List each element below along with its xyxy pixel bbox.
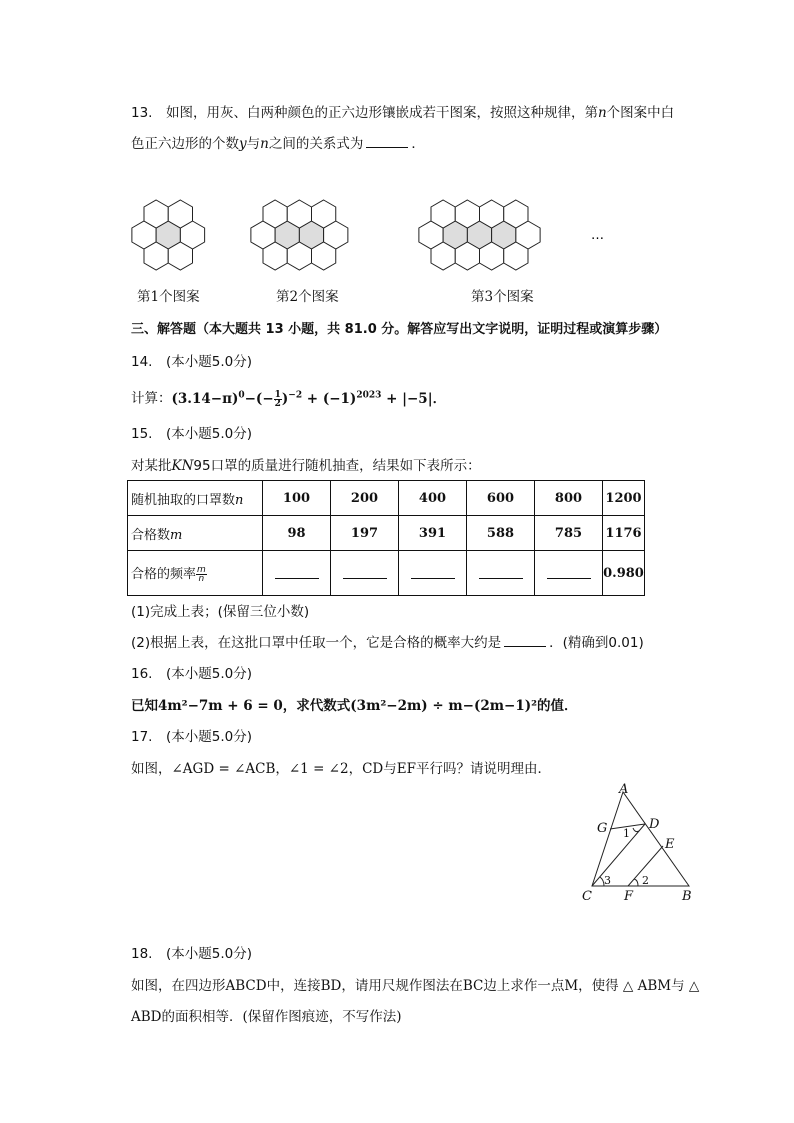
q15-sub1: (1)完成上表；(保留三位小数) <box>131 604 310 620</box>
answer-blank-cell[interactable] <box>535 551 603 596</box>
answer-blank[interactable] <box>366 135 408 148</box>
q18-line2: ABD的面积相等．(保留作图痕迹，不写作法) <box>131 1009 402 1025</box>
point-label-f: F <box>624 889 634 904</box>
section-3-heading: 三、解答题（本大题共 13 小题，共 81.0 分。解答应写出文字说明，证明过程或演算步骤） <box>131 322 668 337</box>
table-cell: 600 <box>467 481 535 516</box>
row-label: 合格的频率 $\frac{m}{n}$ <box>128 551 263 596</box>
q16-header: 16. (本小题5.0分) <box>131 666 252 682</box>
q14-expression: 计算：$(3.14-\pi)^0-(-$ $\frac{1}{2}$ )$^{-2} + (-1)^{2023} + |-5|$． <box>131 389 447 409</box>
pattern-label-3: 第3个图案 <box>471 289 534 305</box>
table-cell: 197 <box>331 516 399 551</box>
q18-line1: 如图，在四边形ABCD中，连接BD，请用尺规作图法在BC边上求作一点M，使得 △ ABM与 △ <box>131 978 700 994</box>
point-label-a: A <box>619 782 629 797</box>
q13-line2: 色正六边形的个数y与n之间的关系式为 ． <box>131 136 425 152</box>
point-label-e: E <box>665 837 675 852</box>
table-cell: 588 <box>467 516 535 551</box>
table-cell: 200 <box>331 481 399 516</box>
table-cell: 1200 <box>603 481 645 516</box>
q15-sub2: (2)根据上表，在这批口罩中任取一个，它是合格的概率大约是 ．(精确到0.01) <box>131 635 644 651</box>
q14-header: 14. (本小题5.0分) <box>131 354 252 370</box>
table-cell: 1176 <box>603 516 645 551</box>
pattern-label-1: 第1个图案 <box>137 289 200 305</box>
hexagon-patterns-figure <box>120 190 620 280</box>
q18-header: 18. (本小题5.0分) <box>131 946 252 962</box>
q15-header: 15. (本小题5.0分) <box>131 426 252 442</box>
angle-arc-1 <box>633 828 639 832</box>
table-cell: 800 <box>535 481 603 516</box>
row-label: 随机抽取的口罩数n <box>128 481 263 516</box>
table-cell: 0.980 <box>603 551 645 596</box>
answer-blank[interactable] <box>504 634 546 647</box>
triangle-figure <box>578 780 698 910</box>
point-label-c: C <box>582 889 592 904</box>
angle-label-2: 2 <box>642 874 649 887</box>
table-row <box>128 481 645 516</box>
answer-blank-cell[interactable] <box>263 551 331 596</box>
answer-blank-cell[interactable] <box>399 551 467 596</box>
q17-header: 17. (本小题5.0分) <box>131 729 252 745</box>
angle-label-1: 1 <box>623 827 630 840</box>
q13-line1: 13. 如图，用灰、白两种颜色的正六边形镶嵌成若干图案，按照这种规律，第n个图案中白 <box>131 105 675 121</box>
angle-label-3: 3 <box>604 874 611 887</box>
table-cell: 785 <box>535 516 603 551</box>
point-label-d: D <box>649 817 660 832</box>
answer-blank-cell[interactable] <box>331 551 399 596</box>
table-row <box>128 516 645 551</box>
answer-blank-cell[interactable] <box>467 551 535 596</box>
point-label-b: B <box>682 889 692 904</box>
table-row <box>128 551 645 596</box>
q15-intro: 对某批KN95口罩的质量进行随机抽查，结果如下表所示： <box>131 458 481 474</box>
q16-text: 已知4m²−7m + 6 = 0，求代数式(3m²−2m) ÷ m−(2m−1)²的值． <box>131 698 578 714</box>
q17-text: 如图，∠AGD = ∠ACB，∠1 = ∠2，CD与EF平行吗？请说明理由． <box>131 761 551 777</box>
pattern-label-2: 第2个图案 <box>276 289 339 305</box>
ellipsis-mark: … <box>591 228 604 243</box>
row-label: 合格数m <box>128 516 263 551</box>
fraction-one-half: $\frac{1}{2}$ <box>274 389 281 409</box>
table-cell: 400 <box>399 481 467 516</box>
table-cell: 100 <box>263 481 331 516</box>
table-cell: 98 <box>263 516 331 551</box>
table-cell: 391 <box>399 516 467 551</box>
mask-quality-table <box>127 480 645 596</box>
angle-arc-2 <box>634 879 638 886</box>
point-label-g: G <box>597 821 608 836</box>
